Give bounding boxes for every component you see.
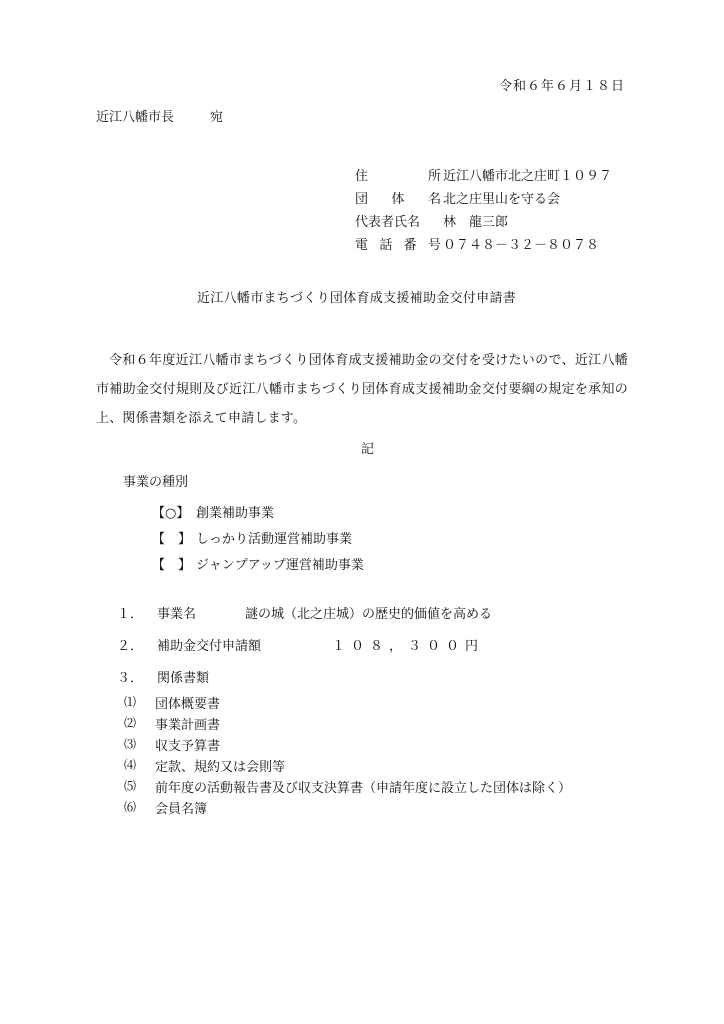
document-item [124,756,571,777]
business-type-item [152,554,364,580]
item-number: ３． [117,671,144,686]
checkbox-mark: 【○】 [152,506,190,521]
document-number: ⑷ [124,758,137,772]
addressee-suffix: 宛 [210,110,224,125]
document-label: 事業計画書 [155,718,221,733]
document-number: ⑵ [124,716,137,730]
application-items [117,603,492,699]
item-label: 補助金交付申請額 [157,639,262,654]
body-paragraph: 令和６年度近江八幡市まちづくり団体育成支援補助金の交付を受けたいので、近江八幡市補助金交付規則及び近江八幡市まちづくり団体育成支援補助金交付要綱の規定を承知の上、関係書類を添えて申請します。 [96,353,628,426]
document-label: 定款、規約又は会則等 [155,760,286,775]
sender-address-row [355,165,612,188]
sender-block [355,165,612,257]
checkbox-mark: 【 】 [152,558,192,573]
sender-phone-label: 電 話 番 号 [355,238,441,253]
checkbox-mark: 【 】 [152,532,192,547]
sender-address-label: 住 所 [355,169,441,184]
item-label: 事業名 [157,607,197,622]
document-label: 会員名簿 [155,802,208,817]
sender-group-row [355,188,612,211]
document-label: 団体概要書 [155,697,221,712]
business-type-heading: 事業の種別 [123,475,189,490]
item-amount [117,635,492,667]
addressee-name: 近江八幡市長 [96,110,175,125]
business-type-item [152,528,364,554]
related-documents-list [124,693,571,819]
ki-heading: 記 [361,442,375,457]
item-number: １． [117,607,144,622]
document-label: 収支予算書 [155,739,221,754]
document-title: 近江八幡市まちづくり団体育成支援補助金交付申請書 [197,291,517,306]
item-project-name [117,603,492,635]
business-type-list [152,502,364,580]
sender-rep-value: 林 龍三郎 [443,215,509,230]
document-item [124,714,571,735]
document-number: ⑴ [124,695,137,709]
sender-rep-label: 代表者氏名 [355,215,421,230]
item-number: ２． [117,639,144,654]
addressee [96,111,223,124]
sender-phone-value: ０７４８－３２－８０７８ [443,238,600,253]
document-item [124,693,571,714]
document-number: ⑸ [124,779,137,793]
item-value: 謎の城（北之庄城）の歴史的価値を高める [245,607,493,622]
sender-rep-row [355,211,612,234]
business-type-label: 創業補助事業 [196,506,275,521]
document-item [124,798,571,819]
document-item [124,777,571,798]
document-item [124,735,571,756]
sender-address-value: 近江八幡市北之庄町１０９７ [443,169,613,184]
business-type-item [152,502,364,528]
document-number: ⑹ [124,800,137,814]
document-number: ⑶ [124,737,137,751]
sender-group-value: 北之庄里山を守る会 [443,192,561,207]
business-type-label: しっかり活動運営補助事業 [196,532,353,547]
application-body [96,346,628,433]
sender-group-label: 団 体 名 [355,192,441,207]
document-label: 前年度の活動報告書及び収支決算書（申請年度に設立した団体は除く） [155,781,572,796]
sender-phone-row [355,234,612,257]
business-type-label: ジャンプアップ運営補助事業 [196,558,364,573]
item-label: 関係書類 [157,671,210,686]
item-value: １０８，３００円 [332,639,485,654]
document-date: 令和６年６月１８日 [498,79,625,94]
